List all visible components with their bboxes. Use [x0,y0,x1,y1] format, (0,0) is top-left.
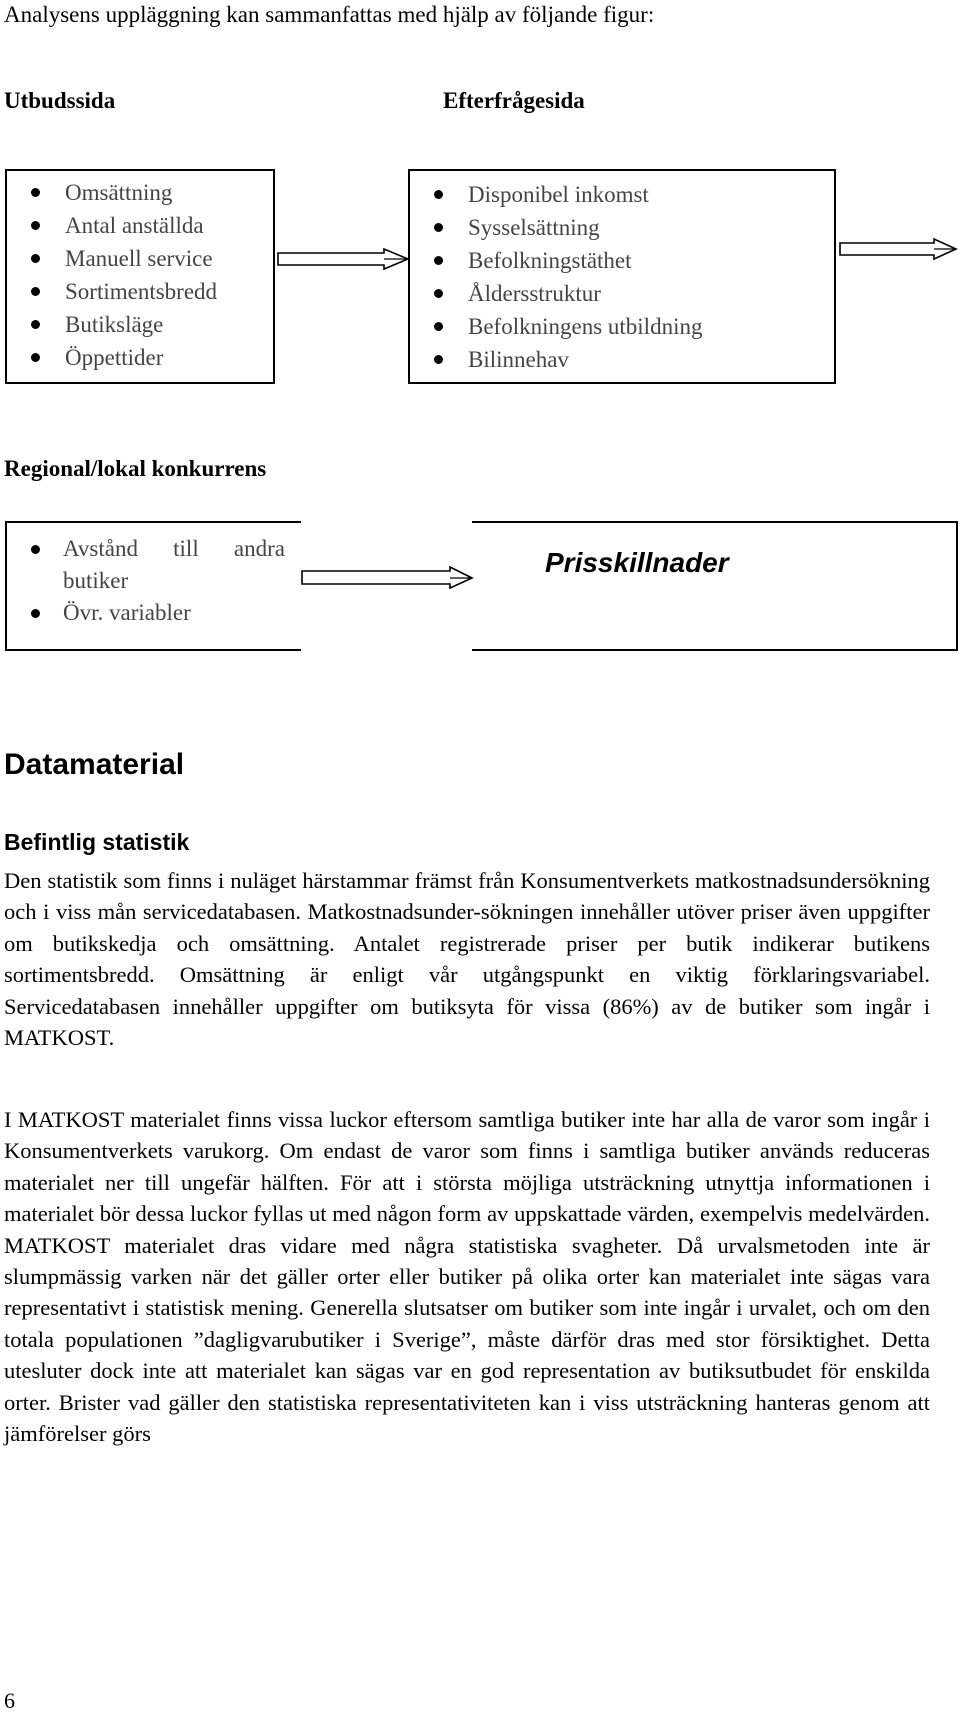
list-item: Bilinnehav [410,343,834,376]
section-title: Datamaterial [4,748,185,781]
list-item: Butiksläge [7,308,273,341]
bullet-icon [31,254,40,263]
outcome-label: Prisskillnader [545,547,729,578]
competition-box [5,521,301,651]
body-paragraph: Den statistik som finns i nuläget härstammar främst från Konsumentverkets matkostnadsundersökning och i viss mån servicedatabasen. Matkostnadsunder-sökningen innehåller utöver priser även uppgifter om butikskedja och omsättning. Antalet registrerade priser per butik indikerar butikens sortimentsbredd. Omsättning är enligt vår utgångspunkt en viktig förklaringsvariabel. Servicedatabasen innehåller uppgifter om butiksyta för vissa (86%) av de butiker som ingår i MATKOST. [4,868,930,1051]
list-item: Övr. variabler [7,597,301,629]
body-paragraph: I MATKOST materialet finns vissa luckor eftersom samtliga butiker inte har alla de varor som ingår i Konsumentverkets varukorg. Om endast de varor som finns i samtliga butiker används reduceras materialet ner till ungefär hälften. För att i största möjliga utsträckning utnyttja informationen i materialet bör dessa luckor fyllas ut med någon form av uppskattade värden, exempelvis medelvärden. MATKOST materialet dras vidare med några statistiska svagheter. Då urvalsmetoden inte är slumpmässig varken när det gäller orter eller butiker på olika orter kan materialet inte sägas vara representativt i statistisk mening. Generella slutsatser om butiker som inte ingår i urvalet, och om den totala populationen ”dagligvarubutiker i Sverige”, måste därför dras med stor försiktighet. Detta utesluter dock inte att materialet kan sägas var en god representation av butiksutbudet för enskilda orter. Brister vad gäller den statistiska representativiteten kan i viss utsträckning hanteras genom att jämförelser görs [4,1107,930,1447]
bullet-icon [31,545,40,554]
list-item: Sysselsättning [410,211,834,244]
competition-list [7,523,301,629]
section-subtitle: Befintlig statistik [4,829,190,855]
supply-side-heading: Utbudssida [4,88,116,113]
list-item: Avstånd till andra butiker [7,533,285,597]
bullet-icon [434,223,443,232]
bullet-icon [434,190,443,199]
bullet-icon [31,287,40,296]
bullet-icon [434,289,443,298]
demand-list [410,178,834,376]
bullet-icon [31,353,40,362]
supply-box [5,169,275,384]
list-item: Manuell service [7,242,273,275]
list-item: Sortimentsbredd [7,275,273,308]
supply-list [7,176,273,374]
arrow-right-icon [838,238,958,264]
bullet-icon [31,221,40,230]
list-item: Disponibel inkomst [410,178,834,211]
list-item: Öppettider [7,341,273,374]
list-item: Befolkningens utbildning [410,310,834,343]
bullet-icon [434,256,443,265]
demand-box [408,169,836,384]
intro-text: Analysens uppläggning kan sammanfattas med hjälp av följande figur: [4,2,655,27]
arrow-right-icon [276,248,410,274]
bullet-icon [31,320,40,329]
bullet-icon [31,609,40,618]
bullet-icon [31,188,40,197]
page-number: 6 [4,1688,15,1713]
list-item: Antal anställda [7,209,273,242]
list-item: Befolkningstäthet [410,244,834,277]
list-item: Omsättning [7,176,273,209]
outcome-box [472,521,958,651]
bullet-icon [434,355,443,364]
bullet-icon [434,322,443,331]
list-item: Åldersstruktur [410,277,834,310]
demand-side-heading: Efterfrågesida [443,88,585,113]
competition-heading: Regional/lokal konkurrens [4,456,267,481]
arrow-right-icon [300,566,476,592]
